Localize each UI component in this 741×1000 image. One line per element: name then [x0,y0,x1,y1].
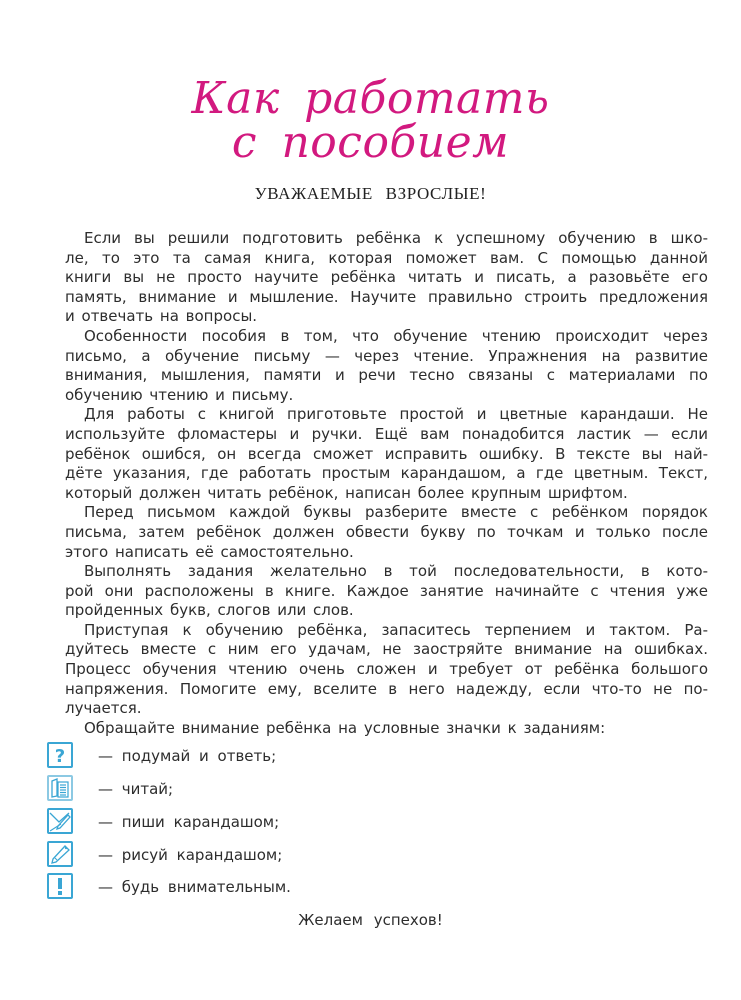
legend-item [47,873,447,901]
legend-text: — читай; [98,780,174,798]
draw-pencil-icon [47,841,73,867]
svg-text:?: ? [54,746,66,766]
text-line: рой они расположены в книге. Каждое занятие начинайте с чтения уже [65,581,708,600]
write-pencil-icon [47,808,73,834]
open-book-icon [47,775,73,801]
paragraph [46,327,708,405]
legend-text: — пиши карандашом; [98,813,280,831]
text-line: Приступая к обучению ребёнка, запаситесь терпением и тактом. Ра- [84,620,708,639]
legend-text: — рисуй карандашом; [98,846,283,864]
subtitle: УВАЖАЕМЫЕ ВЗРОСЛЫЕ! [254,184,487,203]
text-line: и отвечать на вопросы. [65,307,258,326]
text-line: внимания, мышления, памяти и речи тесно связаны с материалами по [65,366,708,385]
text-line: ле, то это та самая книга, которая поможет вам. С помощью данной [65,248,708,267]
text-line: ребёнок ошибся, он всегда сможет исправить ошибку. В тексте вы най- [65,444,708,463]
text-line: письмо, а обучение письму — через чтение. Упражнения на развитие [65,346,708,365]
paragraph [46,405,708,503]
legend-item [47,775,447,803]
paragraph [46,621,708,719]
exclamation-icon [47,873,73,899]
text-line: этого написать её самостоятельно. [65,542,354,561]
text-line: лучается. [65,699,142,718]
text-line: пройденных букв, слогов или слов. [65,601,354,620]
text-line: который должен читать ребёнок, написан более крупным шрифтом. [65,483,628,502]
legend-text: — подумай и ответь; [98,747,277,765]
text-line: Процесс обучения чтению очень сложен и требует от ребёнка большого [65,660,708,679]
legend-text: — будь внимательным. [98,878,291,896]
paragraph [46,719,708,739]
legend-item [47,841,447,869]
body-text [46,229,708,738]
text-line: дёте указания, где работать простым карандашом, а где цветным. Текст, [65,464,708,483]
text-line: Обращайте внимание ребёнка на условные значки к заданиям: [84,718,606,737]
text-line: используйте фломастеры и ручки. Ещё вам понадобится ластик — если [65,424,708,443]
text-line: Выполнять задания желательно в той последовательности, в кото- [84,562,708,581]
text-line: дуйтесь вместе с ним его удачам, не заостряйте внимание на ошибках. [65,640,708,659]
page-title-line-1: Как работать [191,73,550,124]
text-line: Перед письмом каждой буквы разберите вместе с ребёнком порядок [84,503,708,522]
paragraph [46,229,708,327]
question-mark-icon [47,742,73,768]
text-line: письма, затем ребёнок должен обвести букву по точкам и только после [65,522,708,541]
text-line: книги вы не просто научите ребёнка читать и писать, а разовьёте его [65,268,708,287]
paragraph [46,503,708,562]
legend-item [47,742,447,770]
text-line: Особенности пособия в том, что обучение чтению происходит через [84,326,708,345]
text-line: напряжения. Помогите ему, вселите в него надежду, если что-то не по- [65,679,708,698]
paragraph [46,562,708,621]
legend-item [47,808,447,836]
text-line: Если вы решили подготовить ребёнка к успешному обучению в шко- [84,229,708,247]
page-title-line-2: с пособием [231,117,510,168]
text-line: Для работы с книгой приготовьте простой и цветные карандаши. Не [84,405,708,424]
closing-text: Желаем успехов! [298,911,443,929]
text-line: обучению чтению и письму. [65,385,294,404]
text-line: память, внимание и мышление. Научите правильно строить предложения [65,287,708,306]
